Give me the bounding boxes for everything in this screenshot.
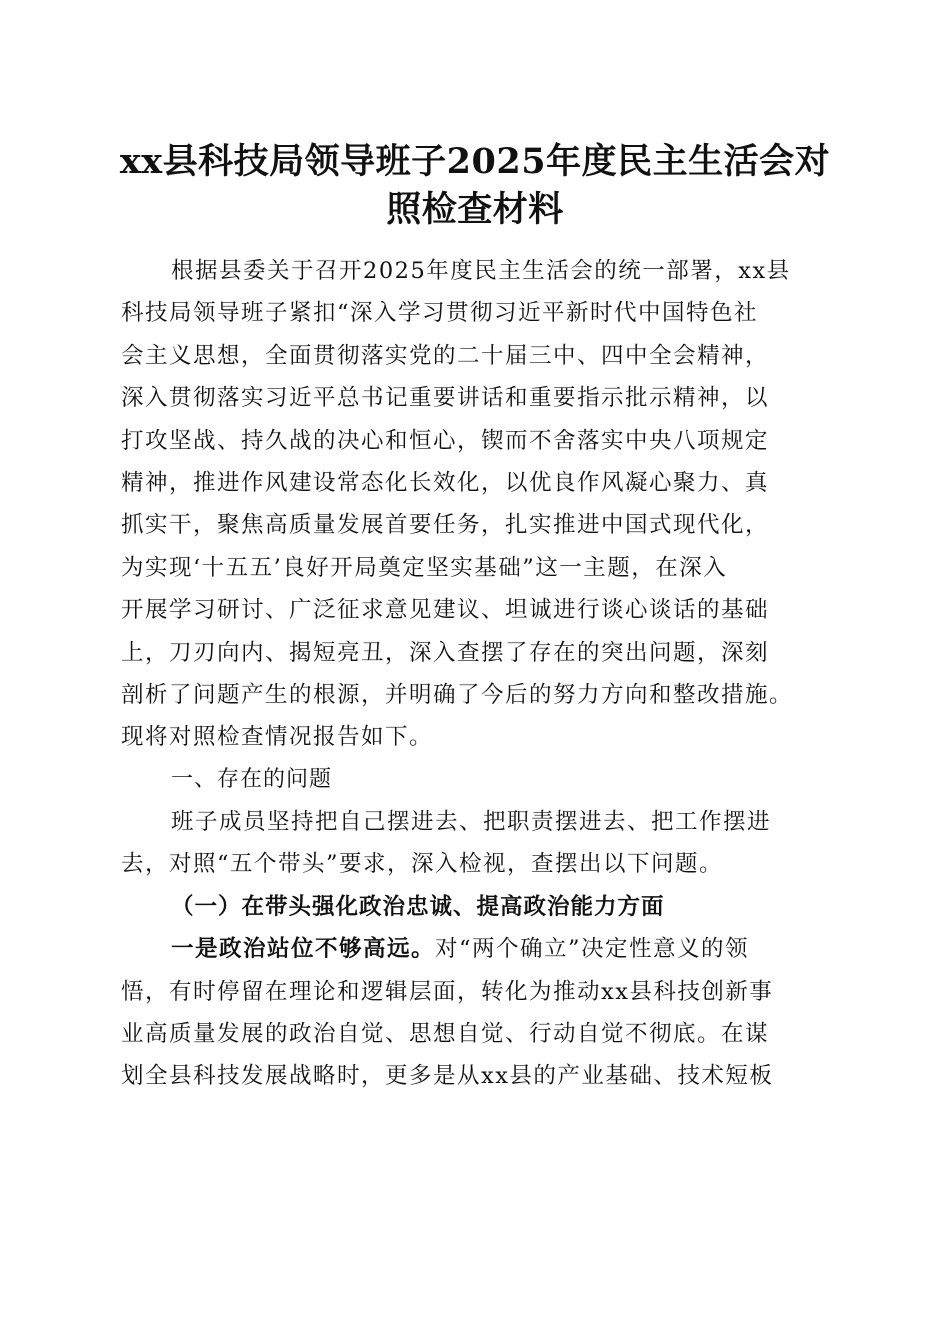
intro-line: 会主义思想，全面贯彻落实党的二十届三中、四中全会精神， bbox=[121, 342, 770, 369]
point-line: 划全县科技发展战略时，更多是从xx县的产业基础、技术短板 bbox=[121, 1063, 774, 1090]
point-lead: 一是政治站位不够高远。 bbox=[171, 936, 436, 963]
document-body bbox=[121, 250, 831, 1098]
intro-line: 上，刀刃向内、揭短亮丑，深入查摆了存在的突出问题，深刻 bbox=[121, 639, 770, 666]
intro-line: 现将对照检查情况报告如下。 bbox=[121, 724, 434, 751]
point-first-line-rest: 对“两个确立”决定性意义的领 bbox=[435, 936, 750, 963]
section-line: 去，对照“五个带头”要求，深入检视，查摆出以下问题。 bbox=[121, 851, 724, 878]
section-line: 班子成员坚持把自己摆进去、把职责摆进去、把工作摆进 bbox=[171, 809, 772, 836]
intro-line: 抓实干，聚焦高质量发展首要任务，扎实推进中国式现代化， bbox=[121, 512, 770, 539]
intro-line: 开展学习研讨、广泛征求意见建议、坦诚进行谈心谈话的基础 bbox=[121, 597, 770, 624]
point-line: 悟，有时停留在理论和逻辑层面，转化为推动xx县科技创新事 bbox=[121, 978, 774, 1005]
intro-line: 精神，推进作风建设常态化长效化，以优良作风凝心聚力、真 bbox=[121, 469, 770, 496]
intro-line: 科技局领导班子紧扣“深入学习贯彻习近平新时代中国特色社 bbox=[121, 300, 759, 327]
intro-line: 为实现‘十五五’良好开局奠定坚实基础”这一主题，在深入 bbox=[121, 554, 728, 581]
intro-line: 深入贯彻落实习近平总书记重要讲话和重要指示批示精神，以 bbox=[121, 385, 770, 412]
intro-line: 剖析了问题产生的根源，并明确了今后的努力方向和整改措施。 bbox=[121, 681, 794, 708]
intro-line: 打攻坚战、持久战的决心和恒心，锲而不舍落实中央八项规定 bbox=[121, 427, 770, 454]
intro-line: 根据县委关于召开2025年度民主生活会的统一部署，xx县 bbox=[171, 258, 791, 284]
point-first-line bbox=[121, 928, 831, 970]
subsection-heading-political: （一）在带头强化政治忠诚、提高政治能力方面 bbox=[171, 893, 665, 920]
title-line-2: 照检查材料 bbox=[386, 189, 564, 230]
title-line-1: xx县科技局领导班子2025年度民主生活会对 bbox=[119, 141, 831, 182]
point-line: 业高质量发展的政治自觉、思想自觉、行动自觉不彻底。在谋 bbox=[121, 1021, 770, 1048]
section-heading-problems: 一、存在的问题 bbox=[171, 766, 333, 792]
document-title bbox=[110, 138, 840, 234]
